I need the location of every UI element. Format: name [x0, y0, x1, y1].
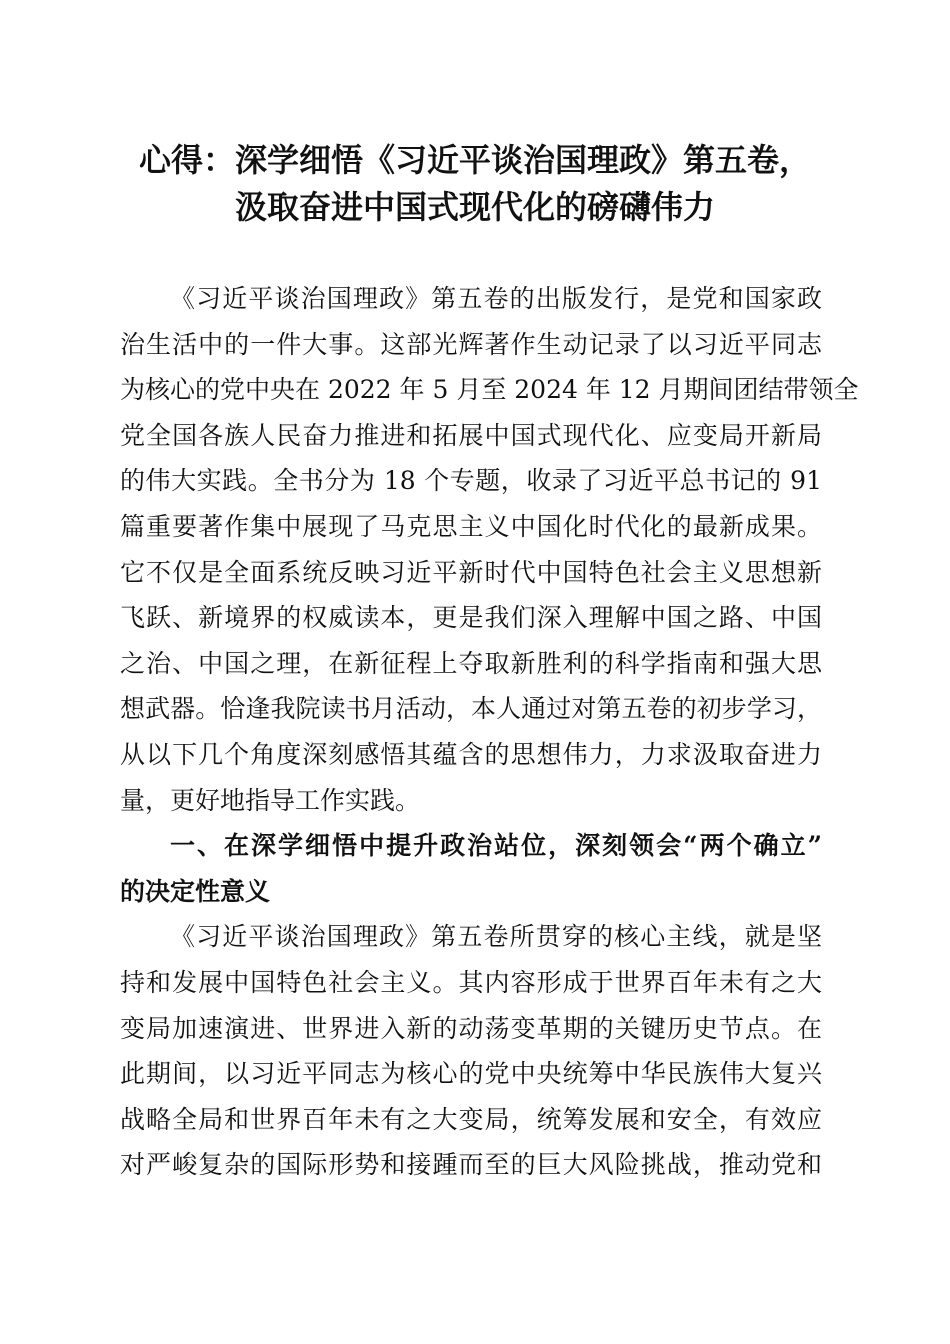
- heading-line: 一、在深学细悟中提升政治站位，深刻领会“两个确立”: [170, 831, 822, 861]
- section-heading: [120, 823, 822, 914]
- text-line: 飞跃、新境界的权威读本，更是我们深入理解中国之路、中国: [120, 603, 822, 633]
- text-line: 为核心的党中央在 2022 年 5 月至 2024 年 12 月期间团结带领全: [120, 375, 859, 405]
- text-line: 《习近平谈治国理政》第五卷的出版发行，是党和国家政: [170, 284, 822, 313]
- text-line: 它不仅是全面系统反映习近平新时代中国特色社会主义思想新: [120, 557, 822, 587]
- text-line: 党全国各族人民奋力推进和拓展中国式现代化、应变局开新局: [120, 420, 822, 450]
- document-title: [0, 137, 950, 231]
- title-line: 心得：深学细悟《习近平谈治国理政》第五卷，: [138, 141, 811, 179]
- text-line: 变局加速演进、世界进入新的动荡变革期的关键历史节点。在: [120, 1013, 822, 1043]
- heading-line: 的决定性意义: [120, 876, 271, 906]
- text-line: 想武器。恰逢我院读书月活动，本人通过对第五卷的初步学习，: [120, 694, 822, 724]
- text-line: 篇重要著作集中展现了马克思主义中国化时代化的最新成果。: [120, 511, 822, 541]
- text-line: 《习近平谈治国理政》第五卷所贯穿的核心主线，就是坚: [170, 922, 822, 952]
- text-line: 战略全局和世界百年未有之大变局，统筹发展和安全，有效应: [120, 1104, 822, 1134]
- text-line: 治生活中的一件大事。这部光辉著作生动记录了以习近平同志: [120, 329, 822, 359]
- title-line: 汲取奋进中国式现代化的磅礴伟力: [234, 188, 715, 226]
- paragraph-intro: [120, 276, 859, 823]
- paragraph-section-1: [120, 914, 822, 1188]
- document-body: [120, 276, 859, 1188]
- text-line: 持和发展中国特色社会主义。其内容形成于世界百年未有之大: [120, 967, 822, 997]
- text-line: 之治、中国之理，在新征程上夺取新胜利的科学指南和强大思: [120, 648, 822, 678]
- text-line: 的伟大实践。全书分为 18 个专题，收录了习近平总书记的 91: [120, 466, 822, 496]
- text-line: 此期间，以习近平同志为核心的党中央统筹中华民族伟大复兴: [120, 1059, 822, 1089]
- text-line: 从以下几个角度深刻感悟其蕴含的思想伟力，力求汲取奋进力: [120, 739, 822, 769]
- text-line: 量，更好地指导工作实践。: [120, 785, 421, 815]
- text-line: 对严峻复杂的国际形势和接踵而至的巨大风险挑战，推动党和: [120, 1150, 822, 1180]
